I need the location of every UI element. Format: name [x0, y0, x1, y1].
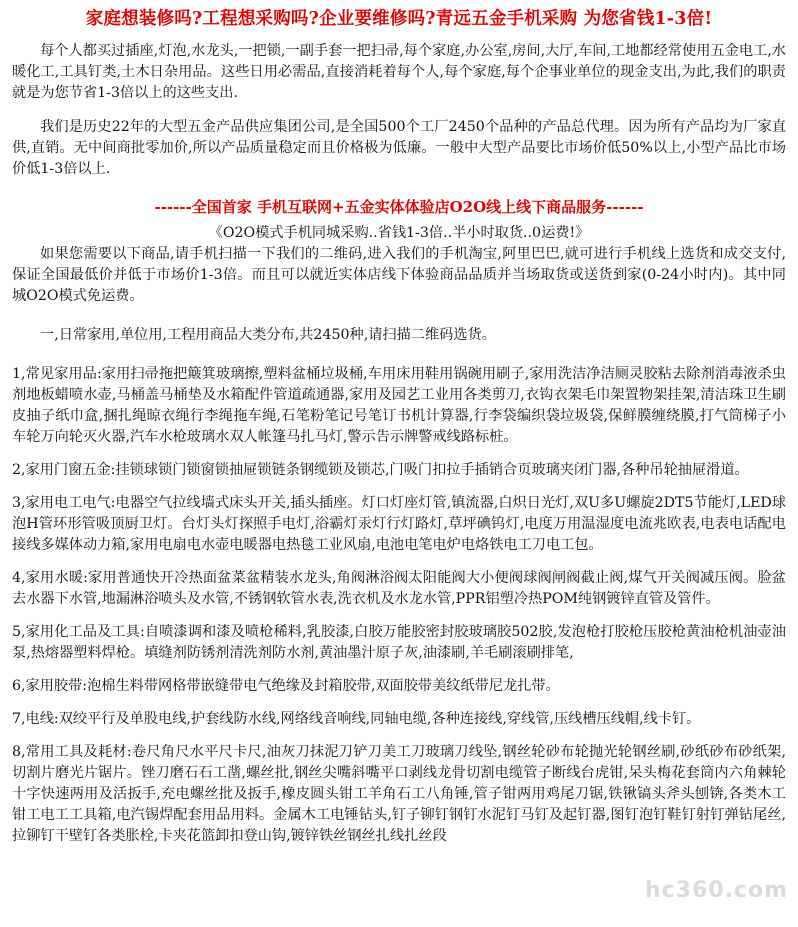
category-item: 8,常用工具及耗材:卷尺角尺水平尺卡尺,油灰刀抹泥刀铲刀美工刀玻璃刀线坠,钢丝轮砂布轮抛光轮钢丝刷,砂纸砂布砂纸架,切割片磨光片锯片。锉刀磨石石工凿,螺丝批,钢丝尖嘴斜嘴平口剥线龙骨切割电缆管子断线台虎钳,呆头梅花套筒内六角棘轮十字快速两用及活扳手,充电螺丝批及扳手,橡皮圆头钳工羊角石工八角锤,管子钳两用鸡尾刀锯,铁锹镐头斧头刨锛,各类木工钳工电工工具箱,电汽锡焊配套用品用料。金属木工电锤钻头,钉子铆钉钢钉水泥钉马钉及起钉器,图钉泡钉鞋钉射钉弹钻尾丝,拉铆钉干壁钉各类胀栓,卡夹花篮卸扣登山钩,镀锌铁丝钢丝扎线扎丝段 — [12, 744, 786, 844]
category-item: 1,常见家用品:家用扫帚拖把簸箕玻璃擦,塑料盆桶垃圾桶,车用床用鞋用锅碗用刷子,家用洗洁净洁厕灵胶粘去除剂消毒液杀虫剂地板蜡喷水壶,马桶盖马桶垫及水箱配件管道疏通器,家用及园艺工业用各类剪刀,衣钩衣架毛巾架置物架挂架,清洁珠卫生刷皮抽子纸巾盒,捆扎绳晾衣绳行李绳拖车绳,石笔粉笔记号笔订书机计算器,行李袋编织袋垃圾袋,保鲜膜缠绕膜,打气筒梯子小车轮万向轮灭火器,汽车水枪玻璃水双人帐篷马扎马灯,警示告示牌警戒线路标桩。 — [12, 366, 786, 445]
watermark: hc360.com — [644, 878, 788, 903]
o2o-slogan: 《O2O模式手机同城采购..省钱1-3倍..半小时取货..0运费!》 — [208, 225, 590, 241]
qr-instructions: 如果您需要以下商品,请手机扫描一下我们的二维码,进入我们的手机淘宝,阿里巴巴,就可进行手机线上选货和成交支付,保证全国最低价并低于市场价1-3倍。而且可以就近实体店线下体验商品品质并当场取货或送货到家(0-24小时内)。其中同城O2O模式免运费。 — [12, 246, 786, 304]
intro-paragraph-2: 我们是历史22年的大型五金产品供应集团公司,是全国500个工厂2450个品种的产品总代理。因为所有产品均为厂家直供,直销。无中间商批零加价,所以产品质量稳定而且价格极为低廉。一般中大型产品要比市场价低50%以上,小型产品比市场价低1-3倍以上. — [12, 119, 786, 177]
section-heading: 一,日常家用,单位用,工程用商品大类分布,共2450种,请扫描二维码选货。 — [40, 327, 496, 343]
category-item: 6,家用胶带:泡棉生料带网格带嵌缝带电气绝缘及封箱胶带,双面胶带美纹纸带尼龙扎带。 — [12, 678, 560, 694]
category-item: 3,家用电工电气:电器空气拉线墙式床头开关,插头插座。灯口灯座灯管,镇流器,白炽日光灯,双U多U螺旋2DT5节能灯,LED球泡H管环形管吸顶厨卫灯。台灯头灯探照手电灯,浴霸灯汞灯行灯路灯,草坪碘钨灯,电度万用温湿度电流兆欧表,电表电话配电接线多媒体动力箱,家用电扇电水壶电暖器电热毯工业风扇,电池电笔电炉电烙铁电工刀电工包。 — [12, 495, 786, 553]
category-item: 4,家用水暖:家用普通快开冷热面盆菜盆精装水龙头,角阀淋浴阀太阳能阀大小便阀球阀闸阀截止阀,煤气开关阀减压阀。脸盆去水器下水管,地漏淋浴喷头及水管,不锈钢软管水表,洗衣机及水龙水管,PPR铝塑冷热POM纯钢镀锌直管及管件。 — [12, 570, 786, 607]
category-item: 5,家用化工品及工具:自喷漆调和漆及喷枪稀料,乳胶漆,白胶万能胶密封胶玻璃胶502胶,发泡枪打胶枪压胶枪黄油枪机油壶油泵,热熔器塑料焊枪。填缝剂防锈剂清洗剂防水剂,黄油墨汁原子灰,油漆刷,羊毛刷滚刷排笔, — [12, 624, 786, 661]
category-list — [12, 364, 786, 847]
category-item: 7,电线:双绞平行及单股电线,护套线防水线,网络线音响线,同轴电缆,各种连接线,穿线管,压线槽压线帽,线卡钉。 — [12, 711, 701, 727]
category-item: 2,家用门窗五金:挂锁球锁门锁窗锁抽屉锁链条钢缆锁及锁芯,门吸门扣拉手插销合页玻璃夹闭门器,各种吊轮抽屉滑道。 — [12, 462, 749, 478]
intro-paragraph-1: 每个人都买过插座,灯泡,水龙头,一把锁,一副手套一把扫帚,每个家庭,办公室,房间,大厅,车间,工地都经常使用五金电工,水暖化工,工具钉类,土木日杂用品。这些日用必需品,直接消耗着每个人,每个家庭,每个企事业单位的现金支出,为此,我们的职责就是为您节省1-3倍以上的这些支出. — [12, 43, 786, 101]
service-title: ------全国首家 手机互联网+五金实体体验店O2O线上线下商品服务------ — [154, 198, 644, 216]
promo-banner: 家庭想装修吗?工程想采购吗?企业要维修吗?青远五金手机采购 为您省钱1-3倍! — [85, 9, 713, 29]
